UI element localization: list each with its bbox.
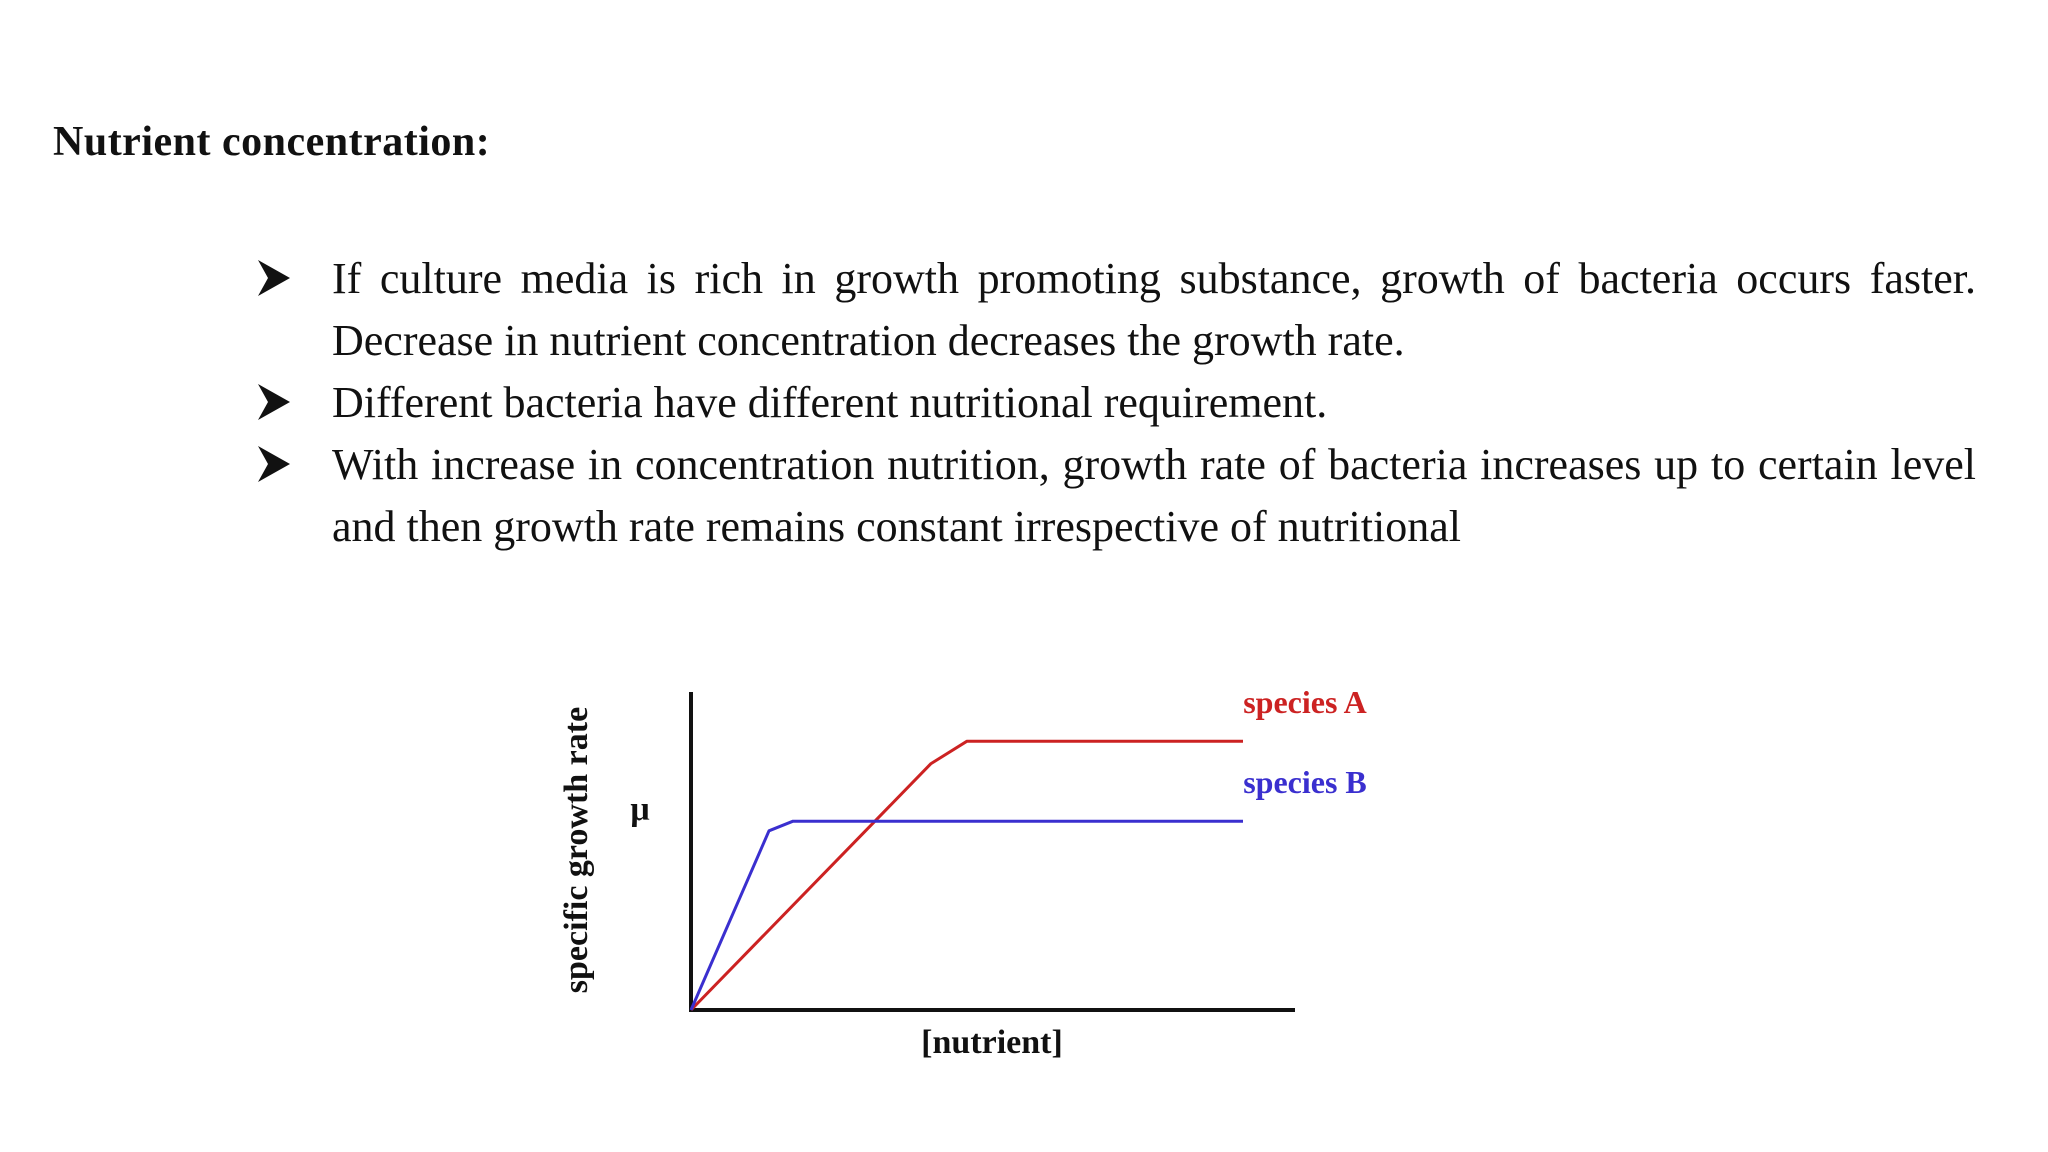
y-marker-mu: μ — [630, 791, 650, 828]
slide-heading: Nutrient concentration: — [53, 119, 491, 165]
bullet-text: With increase in concentration nutrition, growth rate of bacteria increases up to certain level and then growth rate remains constant irrespective of nutritional — [332, 440, 1976, 551]
bullet-text: If culture media is rich in growth promoting substance, growth of bacteria occurs faster. Decrease in nutrient concentration decreases the growth rate. — [332, 254, 1976, 365]
legend-label-species-a: species A — [1243, 684, 1367, 721]
arrowhead-bullet-icon — [256, 254, 294, 304]
arrowhead-bullet-icon — [256, 440, 294, 490]
arrowhead-bullet-icon — [256, 378, 294, 428]
series-line-species-a — [691, 741, 1243, 1010]
series-line-species-b — [691, 821, 1243, 1010]
bullet-item — [256, 248, 1976, 372]
bullet-text: Different bacteria have different nutritional requirement. — [332, 378, 1328, 427]
growth-rate-chart — [540, 670, 1420, 1090]
legend-label-species-b: species B — [1243, 764, 1367, 801]
bullet-item — [256, 434, 1976, 558]
bullet-item — [256, 372, 1976, 434]
bullet-list — [256, 248, 1976, 558]
x-axis-label: [nutrient] — [921, 1024, 1063, 1061]
y-axis-label: specific growth rate — [558, 706, 595, 994]
